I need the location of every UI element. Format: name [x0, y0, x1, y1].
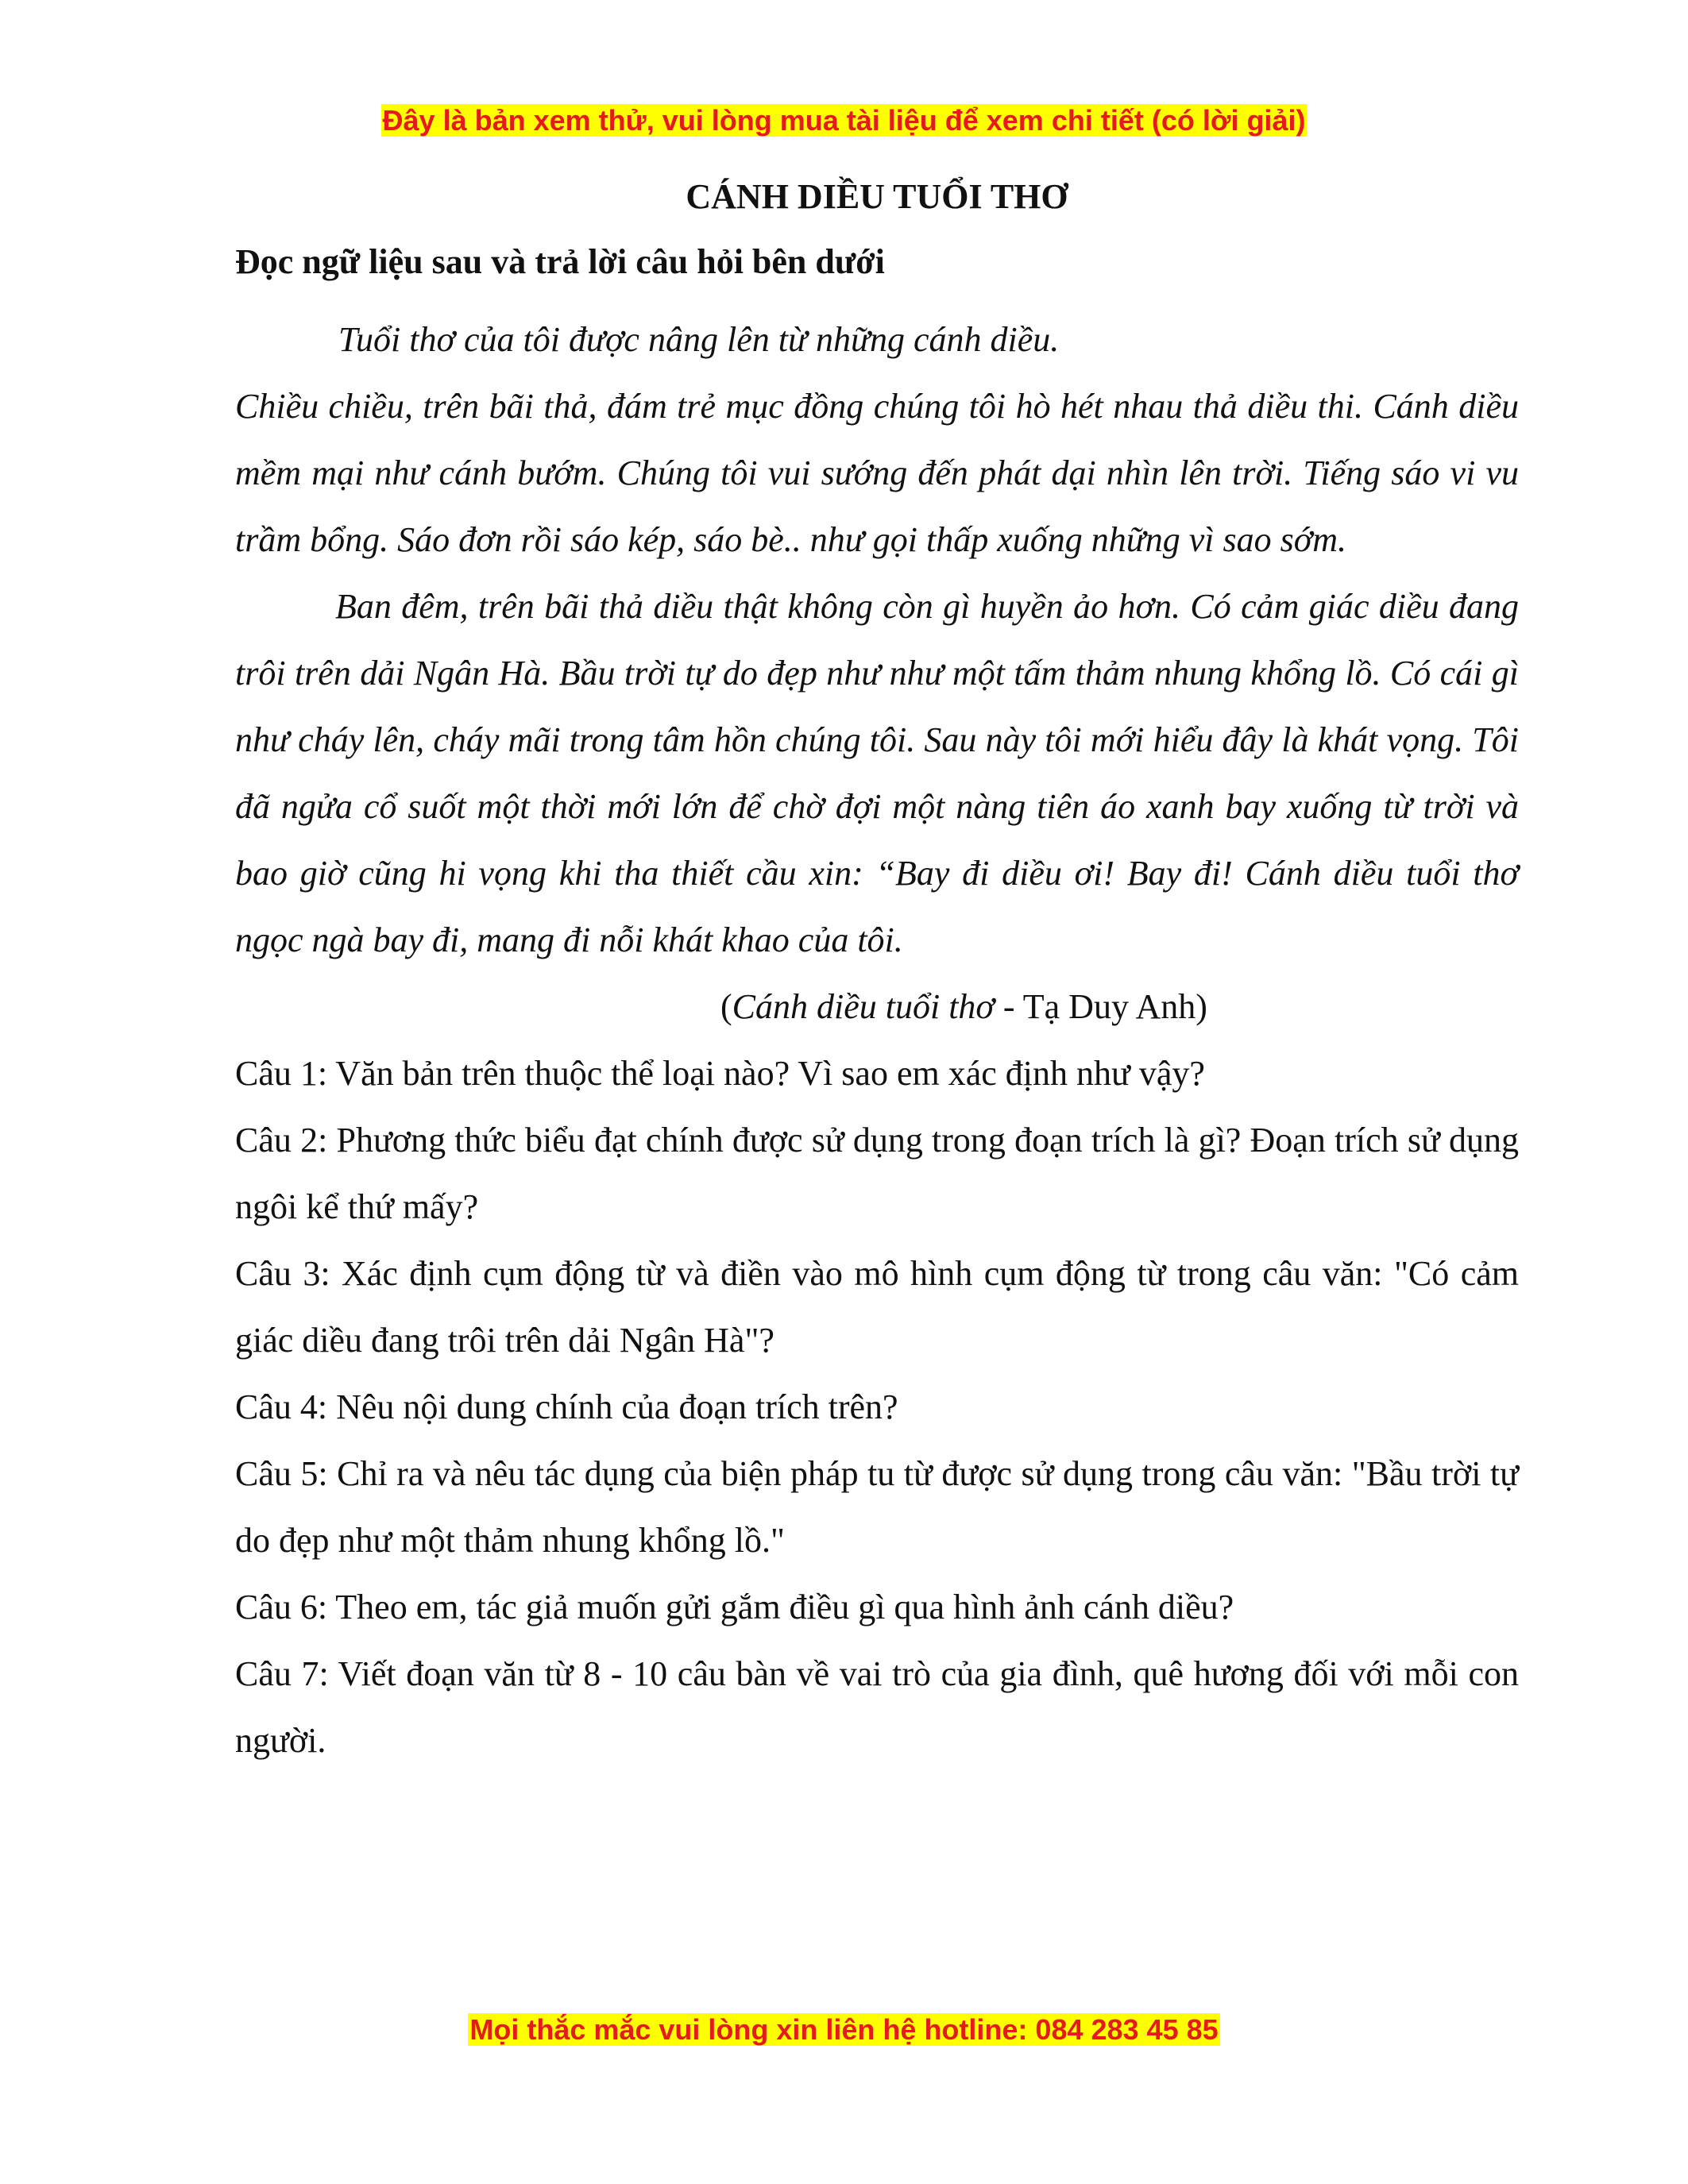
passage-paragraph: Tuổi thơ của tôi được nâng lên từ những cánh diều. — [338, 320, 1060, 359]
question-item: Câu 1: Văn bản trên thuộc thể loại nào? Vì sao em xác định như vậy? — [235, 1054, 1205, 1093]
source-open: ( — [720, 987, 732, 1026]
question-list — [235, 1040, 1519, 1774]
document-title: CÁNH DIỀU TUỔI THƠ — [686, 177, 1068, 216]
hotline-notice-text: Mọi thắc mắc vui lòng xin liên hệ hotline: 084 283 45 85 — [469, 2013, 1219, 2046]
reading-passage — [235, 307, 1519, 974]
source-work-title: Cánh diều tuổi thơ — [732, 987, 995, 1026]
passage-paragraph: Chiều chiều, trên bãi thả, đám trẻ mục đồng chúng tôi hò hét nhau thả diều thi. Cánh diều mềm mại như cánh bướm. Chúng tôi vui sướng đến phát dại nhìn lên trời. Tiếng sáo vi vu trầm bổng. Sáo đơn rồi sáo kép, sáo bè.. như gọi thấp xuống những vì sao sớm. — [235, 387, 1519, 559]
preview-notice — [0, 100, 1688, 141]
hotline-notice — [0, 2009, 1688, 2051]
question-item: Câu 3: Xác định cụm động từ và điền vào mô hình cụm động từ trong câu văn: "Có cảm giác diều đang trôi trên dải Ngân Hà"? — [235, 1254, 1519, 1360]
reading-instruction: Đọc ngữ liệu sau và trả lời câu hỏi bên dưới — [235, 242, 885, 281]
question-item: Câu 6: Theo em, tác giả muốn gửi gắm điều gì qua hình ảnh cánh diều? — [235, 1588, 1234, 1626]
question-item: Câu 7: Viết đoạn văn từ 8 - 10 câu bàn về vai trò của gia đình, quê hương đối với mỗi con người. — [235, 1654, 1519, 1760]
question-item: Câu 4: Nêu nội dung chính của đoạn trích trên? — [235, 1387, 898, 1426]
question-item: Câu 5: Chỉ ra và nêu tác dụng của biện pháp tu từ được sử dụng trong câu văn: "Bầu trời tự do đẹp như một thảm nhung khổng lồ." — [235, 1454, 1519, 1560]
source-author: - Tạ Duy Anh) — [994, 987, 1207, 1026]
question-item: Câu 2: Phương thức biểu đạt chính được sử dụng trong đoạn trích là gì? Đoạn trích sử dụng ngôi kể thứ mấy? — [235, 1121, 1519, 1226]
document-body — [235, 175, 1519, 1774]
passage-paragraph: Ban đêm, trên bãi thả diều thật không còn gì huyền ảo hơn. Có cảm giác diều đang trôi trên dải Ngân Hà. Bầu trời tự do đẹp như như một tấm thảm nhung khổng lồ. Có cái gì như cháy lên, cháy mãi trong tâm hồn chúng tôi. Sau này tôi mới hiểu đây là khát vọng. Tôi đã ngửa cổ suốt một thời mới lớn để chờ đợi một nàng tiên áo xanh bay xuống từ trời và bao giờ cũng hi vọng khi tha thiết cầu xin: “Bay đi diều ơi! Bay đi! Cánh diều tuổi thơ ngọc ngà bay đi, mang đi nỗi khát khao của tôi. — [235, 587, 1519, 959]
passage-source — [235, 974, 1519, 1040]
preview-notice-text: Đây là bản xem thử, vui lòng mua tài liệu để xem chi tiết (có lời giải) — [382, 104, 1306, 137]
